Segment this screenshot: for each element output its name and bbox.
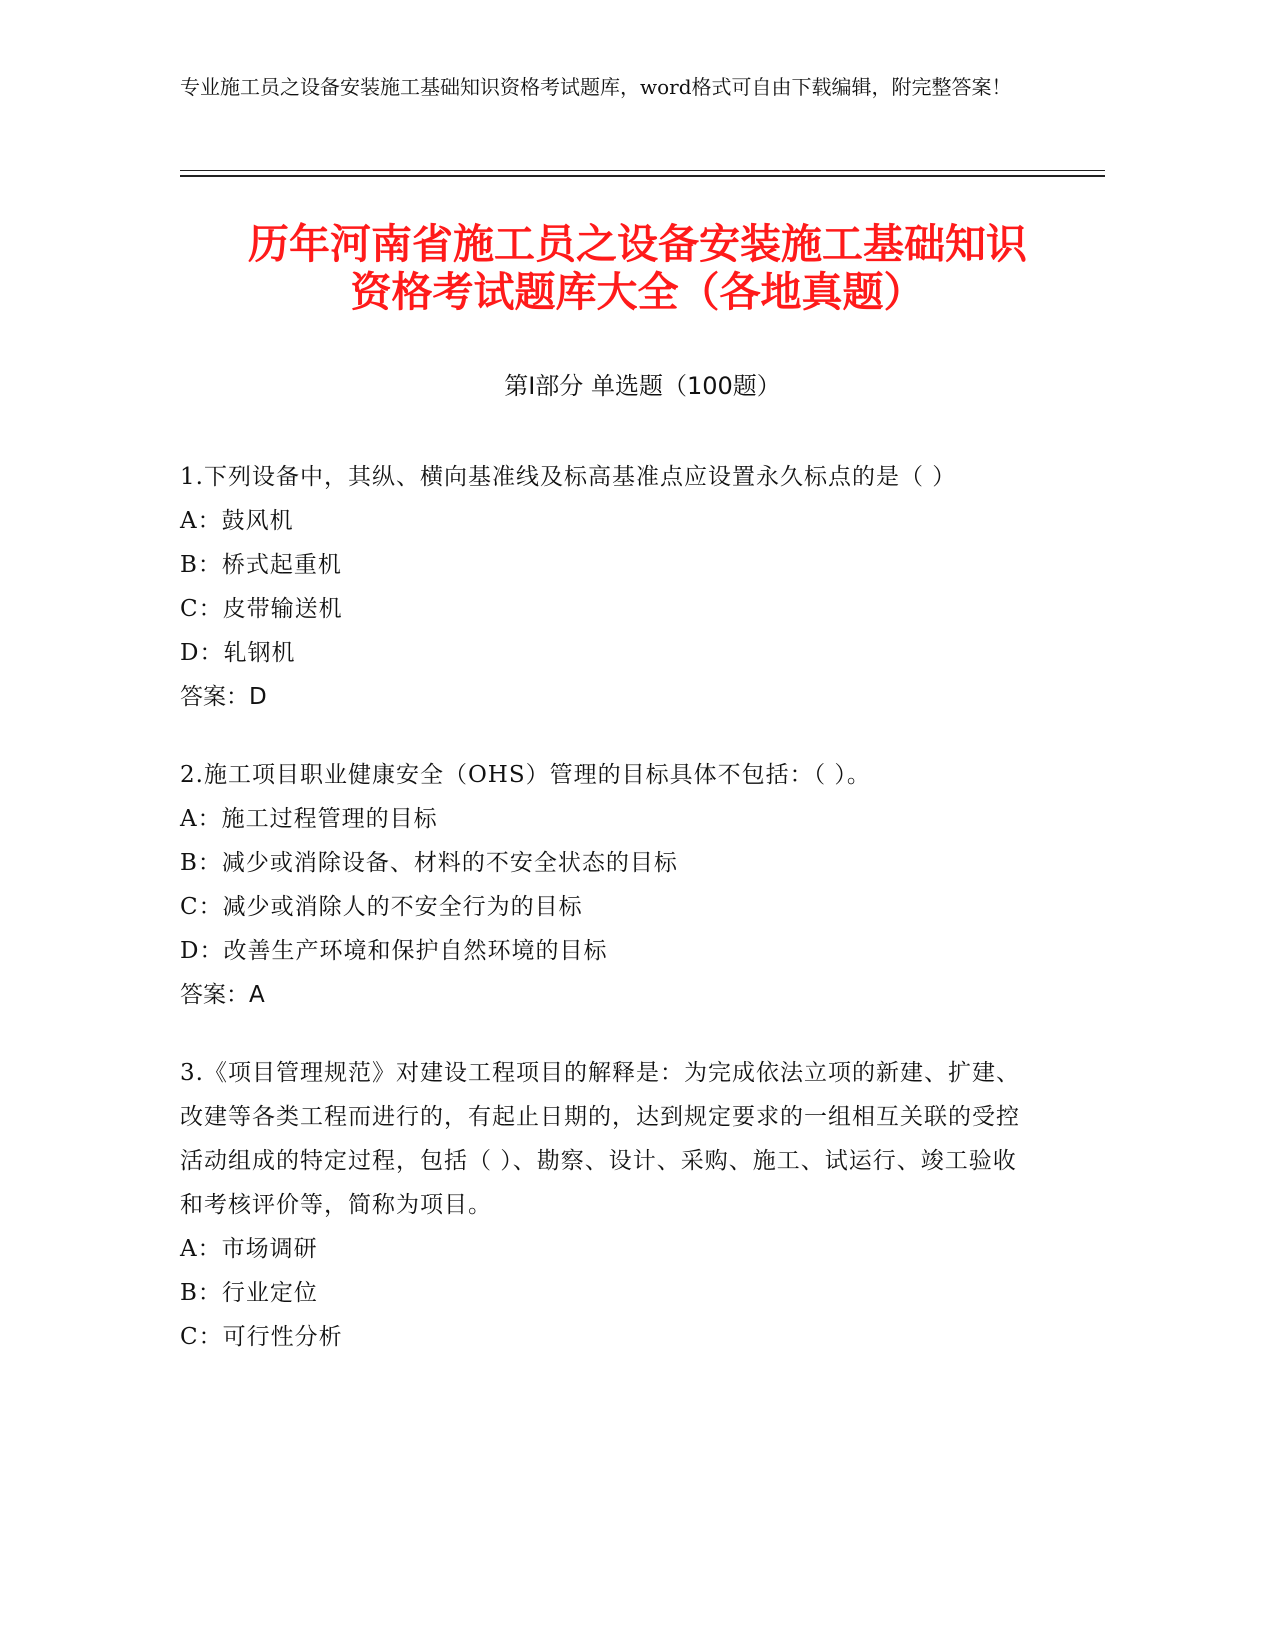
question-answer: 答案：D [180,684,267,710]
question-list [180,455,1040,1393]
section-title: 第Ⅰ部分 单选题（100题） [504,372,781,400]
question-option: D：改善生产环境和保护自然环境的目标 [180,938,608,964]
question-option: A：鼓风机 [180,508,294,534]
question-answer: 答案：A [180,982,265,1008]
question-item [180,1051,1040,1359]
question-option: B：行业定位 [180,1280,318,1306]
header-divider-bottom [180,175,1105,177]
document-title-line-1: 历年河南省施工员之设备安装施工基础知识 [248,220,1027,268]
question-option: C：皮带输送机 [180,596,343,622]
header-divider-top [180,170,1105,171]
question-text: 1.下列设备中，其纵、横向基准线及标高基准点应设置永久标点的是（ ） [180,464,957,490]
question-option: B：减少或消除设备、材料的不安全状态的目标 [180,850,678,876]
question-option: B：桥式起重机 [180,552,342,578]
question-text: 2.施工项目职业健康安全（OHS）管理的目标具体不包括：（ ）。 [180,762,871,788]
question-text: 3.《项目管理规范》对建设工程项目的解释是：为完成依法立项的新建、扩建、改建等各类工程而进行的，有起止日期的，达到规定要求的一组相互关联的受控活动组成的特定过程，包括（ ）、勘察、设计、采购、施工、试运行、竣工验收和考核评价等，简称为项目。 [180,1060,1020,1218]
question-option: D：轧钢机 [180,640,296,666]
document-title [150,220,1125,316]
question-item [180,455,1040,719]
document-title-line-2: 资格考试题库大全（各地真题） [350,268,925,316]
header-note: 专业施工员之设备安装施工基础知识资格考试题库，word格式可自由下载编辑，附完整答案！ [180,75,1012,99]
question-option: C：可行性分析 [180,1324,343,1350]
question-option: C：减少或消除人的不安全行为的目标 [180,894,583,920]
question-item [180,753,1040,1017]
question-option: A：施工过程管理的目标 [180,806,438,832]
question-option: A：市场调研 [180,1236,318,1262]
